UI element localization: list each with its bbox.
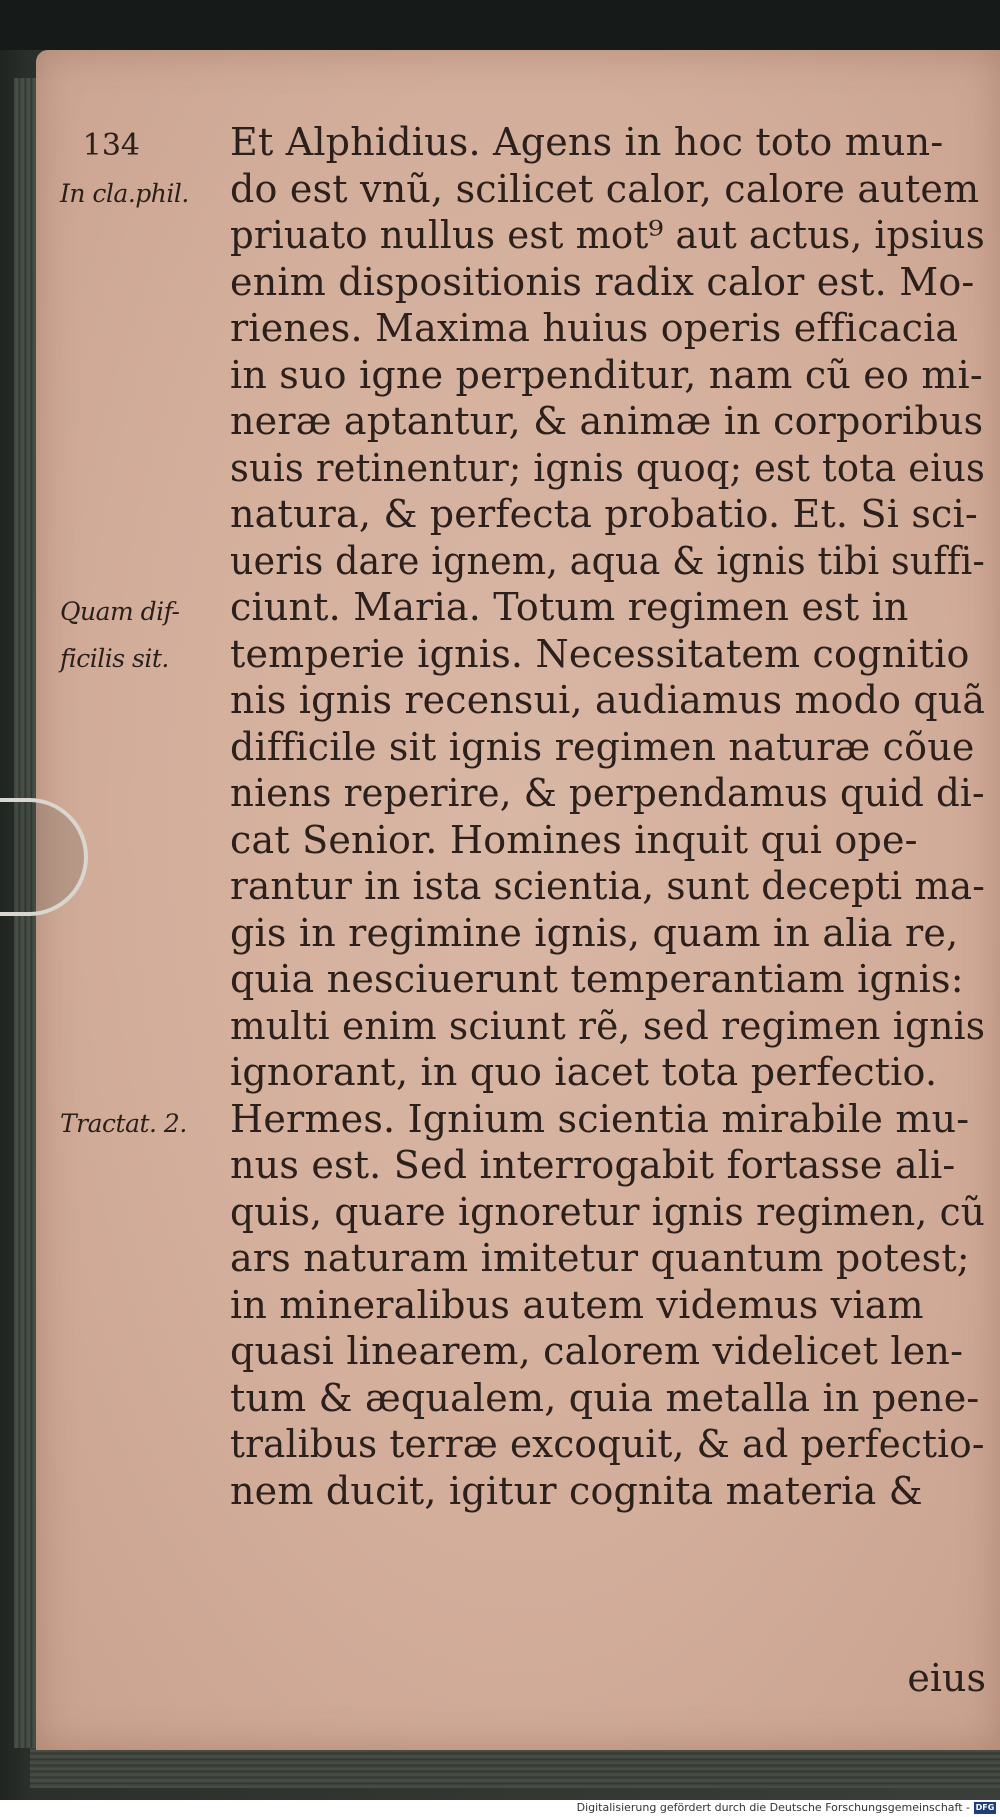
text-line — [60, 1376, 1000, 1423]
text-line — [60, 306, 1000, 353]
page-stack-bottom-edge — [30, 1748, 1000, 1788]
line-text: ueris dare ignem, aqua & ignis tibi suffi- — [230, 538, 985, 583]
text-line — [60, 771, 1000, 818]
line-text: temperie ignis. Necessitatem cognitio — [230, 631, 970, 676]
text-line — [60, 1329, 1000, 1376]
line-text: neræ aptantur, & animæ in corporibus — [230, 399, 984, 443]
text-line — [60, 260, 1000, 307]
line-text: do est vnũ, scilicet calor, calore autem — [230, 166, 980, 211]
text-line — [60, 539, 1000, 586]
footer-credit: Digitalisierung gefördert durch die Deutsche Forschungsgemeinschaft - — [576, 1801, 970, 1814]
line-text: tum & æqualem, quia metalla in pene- — [230, 1375, 980, 1420]
line-text: quia nesciuerunt temperantiam ignis: — [230, 957, 964, 1001]
text-line — [60, 678, 1000, 725]
line-text: nis ignis recensui, audiamus modo quã — [230, 678, 986, 722]
text-line — [60, 632, 1000, 679]
text-line — [60, 911, 1000, 958]
line-text: suis retinentur; ignis quoq; est tota eius — [230, 445, 986, 490]
line-text: nem ducit, igitur cognita materia & — [230, 1468, 923, 1513]
text-line — [60, 213, 1000, 260]
marginal-note: ficilis sit. — [60, 643, 169, 673]
line-text: quis, quare ignoretur ignis regimen, cũ — [230, 1189, 986, 1234]
text-line — [60, 1050, 1000, 1097]
text-line — [60, 353, 1000, 400]
text-line — [60, 1422, 1000, 1469]
page-number: 134 — [82, 128, 140, 163]
marginal-note: In cla.phil. — [60, 178, 189, 208]
line-text: cat Senior. Homines inquit qui ope- — [230, 817, 918, 862]
line-text: rantur in ista scientia, sunt decepti ma- — [230, 864, 986, 908]
text-line — [60, 1469, 1000, 1516]
marginal-note: Quam dif- — [60, 597, 180, 626]
text-line — [60, 446, 1000, 493]
text-line — [60, 1190, 1000, 1237]
line-text: niens reperire, & perpendamus quid di- — [230, 771, 985, 815]
line-text: rienes. Maxima huius operis efficacia — [230, 306, 959, 350]
text-line — [60, 864, 1000, 911]
text-line — [60, 957, 1000, 1004]
text-line — [60, 1004, 1000, 1051]
line-text: ars naturam imitetur quantum potest; — [230, 1236, 970, 1280]
text-line — [60, 1236, 1000, 1283]
line-text: Hermes. Ignium scientia mirabile mu- — [230, 1096, 970, 1141]
line-text: ignorant, in quo iacet tota perfectio. — [230, 1050, 938, 1094]
line-text: tralibus terræ excoquit, & ad perfectio- — [230, 1422, 985, 1466]
book-cover-top — [0, 0, 1000, 50]
text-line — [60, 1143, 1000, 1190]
line-text: in mineralibus autem videmus viam — [230, 1282, 924, 1327]
text-line — [60, 818, 1000, 865]
line-text: difficile sit ignis regimen naturæ cõue — [230, 724, 975, 769]
text-line — [60, 492, 1000, 539]
line-text: enim dispositionis radix calor est. Mo- — [230, 259, 975, 304]
text-line — [60, 1097, 1000, 1144]
line-text: multi enim sciunt rẽ, sed regimen ignis — [230, 1003, 986, 1048]
line-text: ciunt. Maria. Totum regimen est in — [230, 585, 909, 629]
line-text: natura, & perfecta probatio. Et. Si sci- — [230, 492, 978, 536]
dfg-logo: DFG — [975, 1803, 995, 1812]
line-text: in suo igne perpenditur, nam cũ eo mi- — [230, 352, 983, 397]
footer — [0, 1800, 1000, 1817]
line-text: quasi linearem, calorem videlicet len- — [230, 1329, 964, 1373]
text-line — [60, 1283, 1000, 1330]
line-text: nus est. Sed interrogabit fortasse ali- — [230, 1143, 956, 1187]
text-line — [60, 120, 1000, 167]
text-line — [60, 167, 1000, 214]
text-line — [60, 585, 1000, 632]
catchword: eius — [907, 1656, 986, 1700]
line-text: gis in regimine ignis, quam in alia re, — [230, 910, 959, 955]
page-text — [60, 120, 1000, 1515]
text-line — [60, 725, 1000, 772]
line-text: priuato nullus est mot⁹ aut actus, ipsius — [230, 213, 985, 257]
line-text: Et Alphidius. Agens in hoc toto mun- — [230, 120, 944, 164]
text-line — [60, 399, 1000, 446]
marginal-note: Tractat. 2. — [60, 1108, 187, 1138]
